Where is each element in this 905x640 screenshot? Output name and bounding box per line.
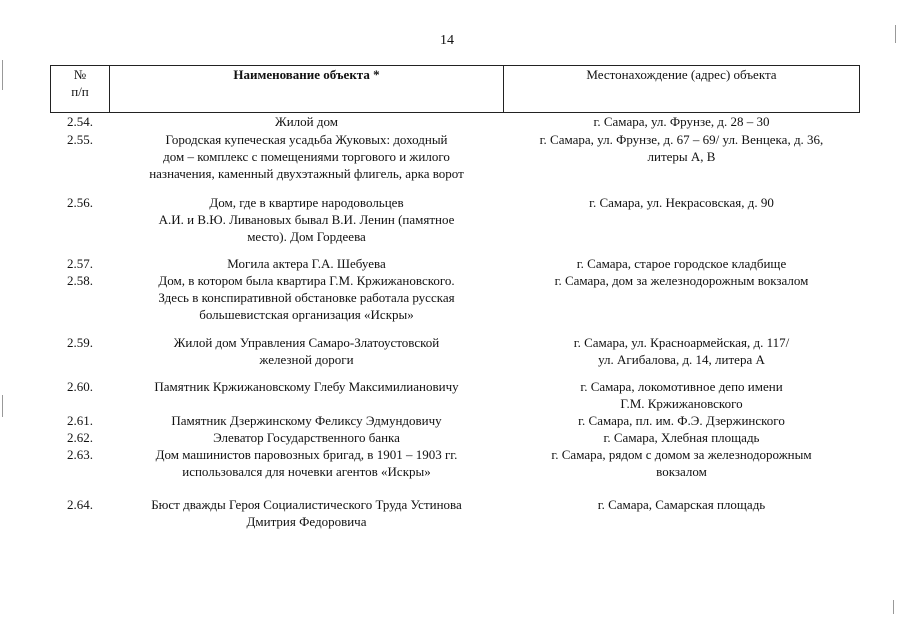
object-name: Жилой дом: [110, 113, 504, 131]
row-number: 2.63.: [67, 447, 93, 462]
object-address: г. Самара, ул. Красноармейская, д. 117/ ул. Агибалова, д. 14, литера А: [573, 335, 790, 367]
object-name: Дом машинистов паровозных бригад, в 1901 – 1903 гг. использовался для ночевки агентов «Искры»: [155, 447, 458, 479]
object-name: Дом, где в квартире народовольцев А.И. и В.Ю. Ливановых бывал В.И. Ленин (памятное место). Дом Гордеева: [158, 195, 455, 244]
object-address: г. Самара, рядом с домом за железнодорожным вокзалом: [551, 447, 812, 479]
table-row: [51, 113, 860, 131]
scan-margin-mark: [2, 60, 3, 90]
header-address: Местонахождение (адрес) объекта: [504, 66, 860, 113]
row-number: 2.59.: [67, 335, 93, 350]
table-row: [51, 272, 860, 334]
object-name: Дом, в котором была квартира Г.М. Кржижановского. Здесь в конспиративной обстановке работала русская большевистская организация «Искры»: [158, 273, 455, 322]
object-address: г. Самара, Хлебная площадь: [603, 430, 760, 445]
table-row: [51, 130, 860, 194]
object-address: г. Самара, старое городское кладбище: [576, 256, 787, 271]
row-number: 2.57.: [67, 256, 93, 271]
object-address: г. Самара, ул. Некрасовская, д. 90: [589, 195, 774, 210]
object-name: Памятник Дзержинскому Феликсу Эдмундовичу: [171, 413, 442, 428]
table-row: [51, 429, 860, 446]
object-address: г. Самара, ул. Фрунзе, д. 67 – 69/ ул. Венцека, д. 36, литеры А, В: [539, 132, 824, 164]
row-number: 2.54.: [51, 113, 110, 131]
scan-margin-mark: [2, 395, 3, 417]
object-name: Могила актера Г.А. Шебуева: [227, 256, 386, 271]
row-number: 2.58.: [67, 273, 93, 288]
table-row: [51, 412, 860, 429]
object-name: Бюст дважды Героя Социалистического Труда Устинова Дмитрия Федоровича: [151, 497, 462, 529]
object-address: г. Самара, дом за железнодорожным вокзалом: [554, 273, 809, 288]
scan-margin-mark: [895, 25, 896, 43]
table-row: [51, 194, 860, 255]
object-address: г. Самара, ул. Фрунзе, д. 28 – 30: [504, 113, 860, 131]
object-address: г. Самара, локомотивное депо имени Г.М. Кржижановского: [580, 379, 783, 411]
row-number: 2.55.: [67, 132, 93, 147]
header-name: Наименование объекта *: [110, 66, 504, 113]
header-num: № п/п: [51, 66, 110, 113]
table-header-row: [51, 66, 860, 113]
table-row: [51, 446, 860, 490]
row-number: 2.64.: [67, 497, 93, 512]
row-number: 2.62.: [67, 430, 93, 445]
object-name: Городская купеческая усадьба Жуковых: доходный дом – комплекс с помещениями торгового и жилого назначения, каменный двухэтажный флигель, арка ворот: [149, 132, 464, 181]
row-number: 2.61.: [67, 413, 93, 428]
row-number: 2.56.: [67, 195, 93, 210]
table-row: [51, 378, 860, 412]
table-row: [51, 255, 860, 272]
scan-margin-mark: [893, 600, 894, 614]
page-number: 14: [440, 33, 454, 48]
object-address: г. Самара, пл. им. Ф.Э. Дзержинского: [578, 413, 785, 428]
object-name: Элеватор Государственного банка: [213, 430, 400, 445]
table-row: [51, 334, 860, 378]
objects-table: [50, 65, 860, 530]
object-name: Памятник Кржижановскому Глебу Максимилиановичу: [154, 379, 459, 394]
object-name: Жилой дом Управления Самаро-Златоустовской железной дороги: [173, 335, 440, 367]
row-number: 2.60.: [67, 379, 93, 394]
object-address: г. Самара, Самарская площадь: [597, 497, 766, 512]
table-row: [51, 490, 860, 530]
